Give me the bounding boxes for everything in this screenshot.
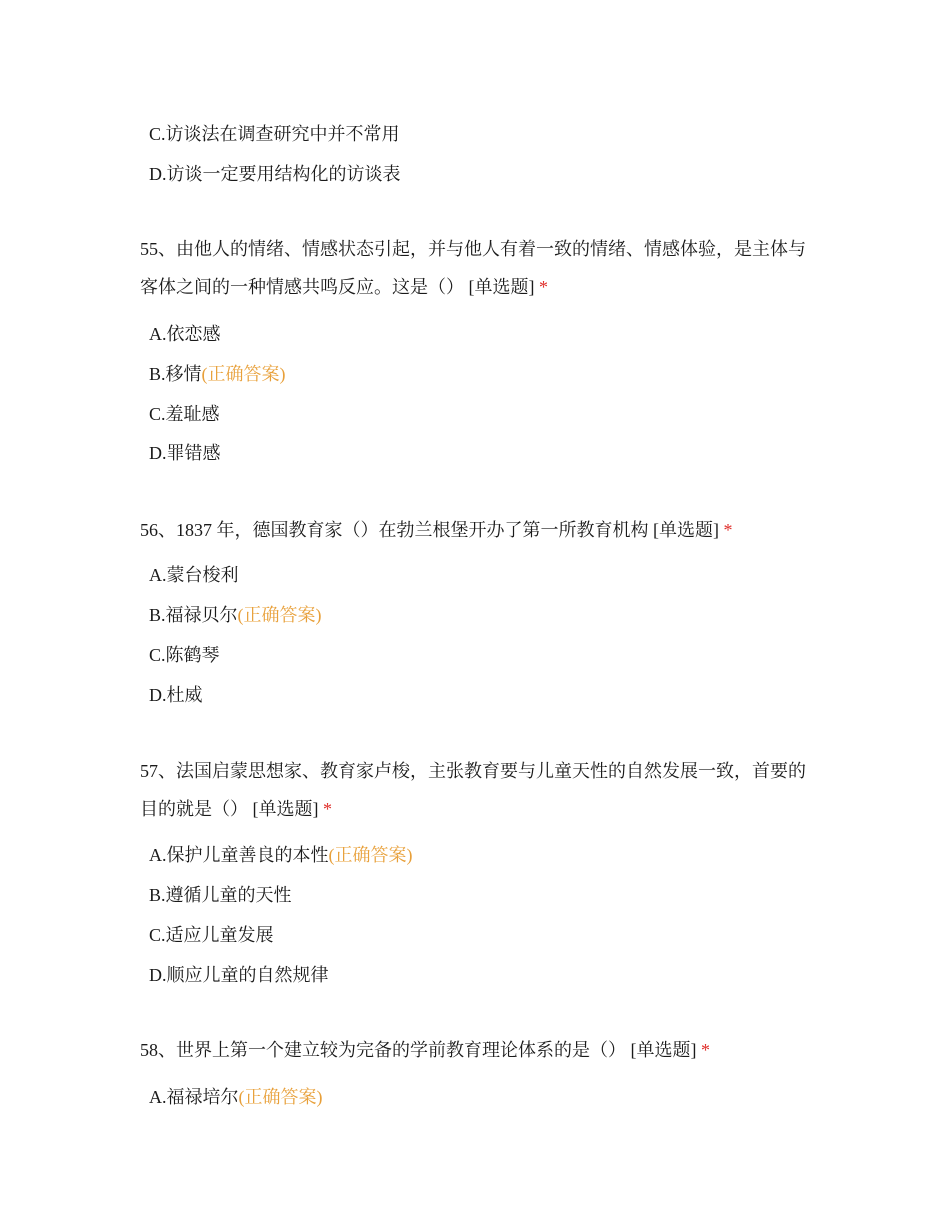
option-label: D.访谈一定要用结构化的访谈表 bbox=[149, 164, 401, 184]
option-label: B.福禄贝尔 bbox=[149, 605, 238, 625]
option-label: C.陈鹤琴 bbox=[149, 645, 220, 665]
option-c-prev-question bbox=[149, 122, 400, 146]
question-55-option-c bbox=[149, 402, 220, 426]
option-label: A.保护儿童善良的本性 bbox=[149, 845, 329, 865]
question-56-option-c bbox=[149, 643, 220, 667]
question-55-option-d bbox=[149, 441, 221, 465]
question-58 bbox=[140, 1031, 820, 1069]
question-text: 58、世界上第一个建立较为完备的学前教育理论体系的是（） [单选题] bbox=[140, 1040, 697, 1060]
correct-answer-tag: (正确答案) bbox=[238, 1087, 323, 1107]
question-text: 56、1837 年，德国教育家（）在勃兰根堡开办了第一所教育机构 [单选题] bbox=[140, 520, 719, 540]
option-label: D.罪错感 bbox=[149, 443, 221, 463]
question-text: 55、由他人的情绪、情感状态引起，并与他人有着一致的情绪、情感体验，是主体与客体之间的一种情感共鸣反应。这是（） [单选题] bbox=[140, 239, 806, 297]
question-55 bbox=[140, 230, 820, 306]
option-label: A.蒙台梭利 bbox=[149, 565, 239, 585]
option-d-prev-question bbox=[149, 162, 401, 186]
option-label: C.羞耻感 bbox=[149, 404, 220, 424]
question-57 bbox=[140, 752, 820, 828]
question-56 bbox=[140, 511, 820, 549]
option-label: C.访谈法在调查研究中并不常用 bbox=[149, 124, 400, 144]
question-57-option-c bbox=[149, 923, 274, 947]
option-label: B.遵循儿童的天性 bbox=[149, 885, 292, 905]
option-label: C.适应儿童发展 bbox=[149, 925, 274, 945]
option-label: D.杜威 bbox=[149, 685, 203, 705]
required-mark: * bbox=[723, 520, 733, 540]
correct-answer-tag: (正确答案) bbox=[237, 605, 322, 625]
required-mark: * bbox=[701, 1040, 710, 1060]
question-text: 57、法国启蒙思想家、教育家卢梭，主张教育要与儿童天性的自然发展一致，首要的目的就是（） [单选题] bbox=[140, 761, 806, 819]
question-55-option-b bbox=[149, 362, 286, 386]
option-label: B.移情 bbox=[149, 364, 202, 384]
option-label: A.依恋感 bbox=[149, 324, 221, 344]
required-mark: * bbox=[323, 799, 332, 819]
correct-answer-tag: (正确答案) bbox=[328, 845, 413, 865]
correct-answer-tag: (正确答案) bbox=[201, 364, 286, 384]
required-mark: * bbox=[539, 277, 548, 297]
question-56-option-d bbox=[149, 683, 203, 707]
question-55-option-a bbox=[149, 322, 221, 346]
option-label: A.福禄培尔 bbox=[149, 1087, 239, 1107]
option-label: D.顺应儿童的自然规律 bbox=[149, 965, 329, 985]
question-57-option-a bbox=[149, 843, 413, 867]
question-56-option-a bbox=[149, 563, 239, 587]
question-57-option-b bbox=[149, 883, 292, 907]
question-58-option-a bbox=[149, 1085, 323, 1109]
question-57-option-d bbox=[149, 963, 329, 987]
question-56-option-b bbox=[149, 603, 322, 627]
